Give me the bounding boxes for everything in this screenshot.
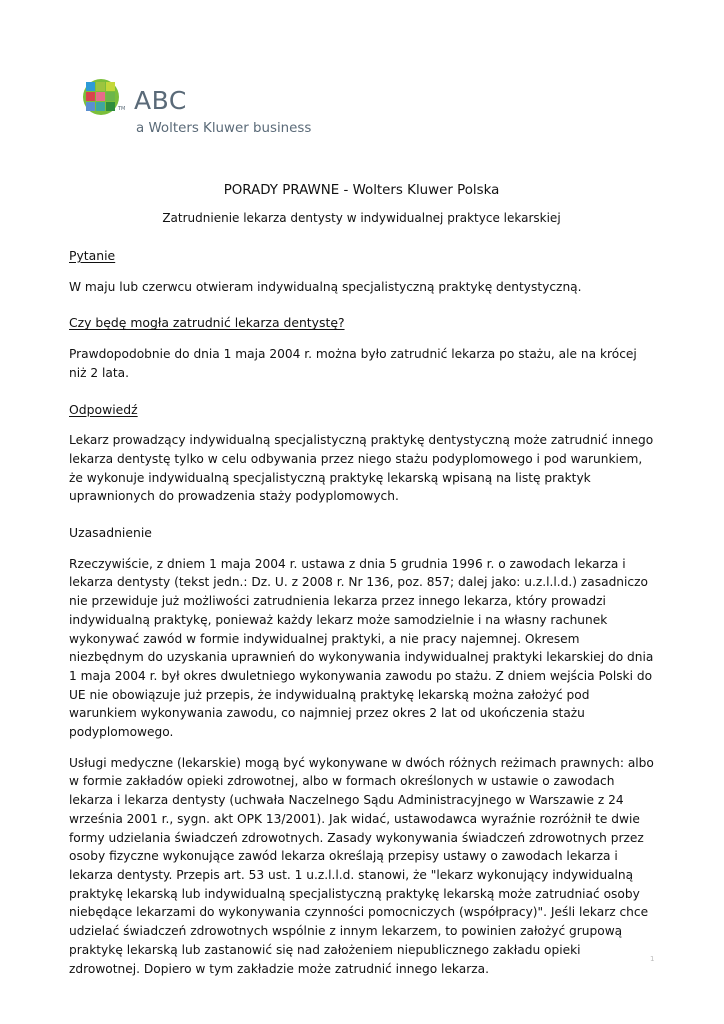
document-title: PORADY PRAWNE - Wolters Kluwer Polska <box>223 183 500 198</box>
document-body <box>69 181 654 978</box>
justification-paragraph-2: Usługi medyczne (lekarskie) mogą być wykonywane w dwóch różnych reżimach prawnych: albo w formie zakładów opieki zdrowotnej, albo w formach określonych w ustawie o zawodach lekarza i lekarza dentysty (uchwała Naczelnego Sądu Administracyjnego w Warszawie z 24 września 2001 r., sygn. akt OPK 13/2001). Jak widać, ustawodawca wyraźnie rozróżnił te dwie formy udzielania świadczeń zdrowotnych. Zasady wykonywania świadczeń zdrowotnych przez osoby fizyczne wykonujące zawód lekarza określają przepisy ustawy o zawodach lekarza i lekarza dentysty. Przepis art. 53 ust. 1 u.z.l.l.d. stanowi, że "lekarz wykonujący indywidualną praktykę lekarską lub indywidualną specjalistyczną praktykę lekarską może zatrudniać osoby niebędące lekarzami do wykonywania czynności pomocniczych (współpracy)". Jeśli lekarz chce udzielać świadczeń zdrowotnych wspólnie z innym lekarzem, to powinien założyć grupową praktykę lekarską lub zastanowić się nad założeniem niepublicznego zakładu opieki zdrowotnej. Dopiero w tym zakładzie może zatrudnić innego lekarza. <box>69 755 654 976</box>
company-logo <box>82 78 342 138</box>
question-detail: Prawdopodobnie do dnia 1 maja 2004 r. można było zatrudnić lekarza po stażu, ale na krócej niż 2 lata. <box>69 347 637 380</box>
justification-paragraph-1: Rzeczywiście, z dniem 1 maja 2004 r. ustawa z dnia 5 grudnia 1996 r. o zawodach lekarza i lekarza dentysty (tekst jedn.: Dz. U. z 2008 r. Nr 136, poz. 857; dalej jako: u.z.l.l.d.) zasadniczo nie przewiduje już możliwości zatrudnienia lekarza przez innego lekarza, który prowadzi indywidualną praktykę, ponieważ każdy lekarz może samodzielnie i na własny rachunek wykonywać zawód w formie indywidualnej praktyki, a nie pracy najemnej. Okresem niezbędnym do uzyskania uprawnień do wykonywania indywidualnej praktyki lekarskiej do dnia 1 maja 2004 r. był okres dwuletniego wykonywania zawodu po stażu. Z dniem wejścia Polski do UE nie obowiązuje już przepis, że indywidualną praktykę lekarską można założyć pod warunkiem wykonywania zawodu, co najmniej przez okres 2 lat od ukończenia stażu podyplomowego. <box>69 556 654 740</box>
question-heading <box>69 247 654 266</box>
logo-brand: ABC <box>134 86 187 115</box>
question-text: W maju lub czerwcu otwieram indywidualną specjalistyczną praktykę dentystyczną. <box>69 279 582 294</box>
answer-text: Lekarz prowadzący indywidualną specjalistyczną praktykę dentystyczną może zatrudnić innego lekarza dentystę tylko w celu odbywania przez niego stażu podyplomowego i pod warunkiem, że wykonuje indywidualną specjalistyczną praktykę lekarską wpisaną na listę praktyk uprawnionych do prowadzenia staży podyplomowych. <box>69 433 654 504</box>
answer-heading <box>69 401 654 420</box>
trademark-mark: TM <box>118 106 126 112</box>
justification-heading: Uzasadnienie <box>69 525 152 541</box>
logo-tagline: a Wolters Kluwer business <box>136 121 312 136</box>
answer-heading-text: Odpowiedź <box>69 401 138 417</box>
page-number: 1 <box>650 955 655 963</box>
question-main-text: Czy będę mogła zatrudnić lekarza dentystę? <box>69 315 345 331</box>
document-subtitle: Zatrudnienie lekarza dentysty w indywidualnej praktyce lekarskiej <box>162 211 561 225</box>
abc-logo-mark <box>82 78 120 116</box>
question-main <box>69 314 654 333</box>
question-heading-text: Pytanie <box>69 248 116 263</box>
